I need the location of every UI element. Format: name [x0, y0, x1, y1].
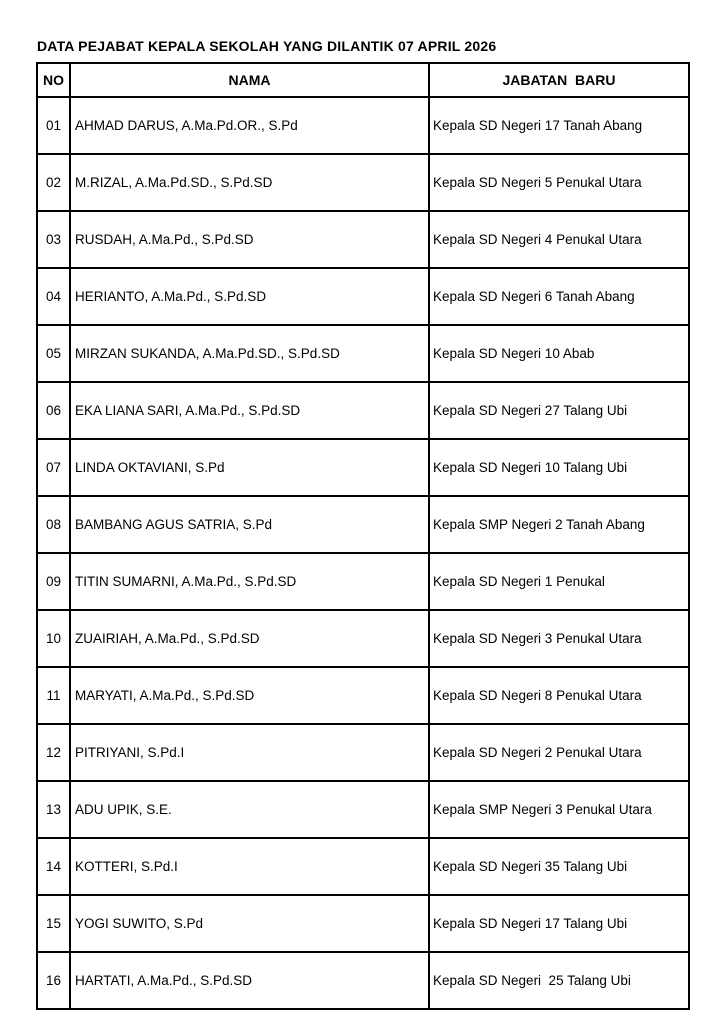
cell-no: 16 [37, 952, 70, 1009]
cell-nama: EKA LIANA SARI, A.Ma.Pd., S.Pd.SD [70, 382, 429, 439]
table-row [37, 781, 689, 838]
table-row [37, 895, 689, 952]
table-header [37, 63, 689, 97]
table-row [37, 97, 689, 154]
table-row [37, 382, 689, 439]
header-cell-no: NO [37, 63, 70, 97]
cell-nama: MIRZAN SUKANDA, A.Ma.Pd.SD., S.Pd.SD [70, 325, 429, 382]
cell-nama: RUSDAH, A.Ma.Pd., S.Pd.SD [70, 211, 429, 268]
cell-no: 07 [37, 439, 70, 496]
cell-no: 15 [37, 895, 70, 952]
table-row [37, 325, 689, 382]
cell-jabatan: Kepala SD Negeri 4 Penukal Utara [429, 211, 689, 268]
cell-no: 04 [37, 268, 70, 325]
cell-nama: KOTTERI, S.Pd.I [70, 838, 429, 895]
cell-nama: PITRIYANI, S.Pd.I [70, 724, 429, 781]
cell-no: 10 [37, 610, 70, 667]
table-row [37, 610, 689, 667]
table-row [37, 439, 689, 496]
cell-no: 12 [37, 724, 70, 781]
cell-jabatan: Kepala SD Negeri 8 Penukal Utara [429, 667, 689, 724]
cell-nama: ZUAIRIAH, A.Ma.Pd., S.Pd.SD [70, 610, 429, 667]
cell-nama: LINDA OKTAVIANI, S.Pd [70, 439, 429, 496]
cell-jabatan: Kepala SD Negeri 2 Penukal Utara [429, 724, 689, 781]
appointments-table [36, 62, 690, 1010]
cell-no: 03 [37, 211, 70, 268]
cell-nama: MARYATI, A.Ma.Pd., S.Pd.SD [70, 667, 429, 724]
cell-no: 09 [37, 553, 70, 610]
cell-jabatan: Kepala SD Negeri 27 Talang Ubi [429, 382, 689, 439]
header-row [37, 63, 689, 97]
table-row [37, 268, 689, 325]
cell-jabatan: Kepala SD Negeri 17 Tanah Abang [429, 97, 689, 154]
cell-nama: HARTATI, A.Ma.Pd., S.Pd.SD [70, 952, 429, 1009]
cell-jabatan: Kepala SD Negeri 1 Penukal [429, 553, 689, 610]
table-row [37, 838, 689, 895]
table-row [37, 667, 689, 724]
cell-nama: TITIN SUMARNI, A.Ma.Pd., S.Pd.SD [70, 553, 429, 610]
cell-no: 01 [37, 97, 70, 154]
cell-jabatan: Kepala SD Negeri 35 Talang Ubi [429, 838, 689, 895]
cell-nama: HERIANTO, A.Ma.Pd., S.Pd.SD [70, 268, 429, 325]
header-cell-jabatan: JABATAN BARU [429, 63, 689, 97]
cell-jabatan: Kepala SD Negeri 25 Talang Ubi [429, 952, 689, 1009]
cell-jabatan: Kepala SD Negeri 6 Tanah Abang [429, 268, 689, 325]
table-row [37, 154, 689, 211]
cell-jabatan: Kepala SD Negeri 5 Penukal Utara [429, 154, 689, 211]
table-row [37, 553, 689, 610]
cell-jabatan: Kepala SMP Negeri 3 Penukal Utara [429, 781, 689, 838]
cell-nama: YOGI SUWITO, S.Pd [70, 895, 429, 952]
cell-jabatan: Kepala SMP Negeri 2 Tanah Abang [429, 496, 689, 553]
header-cell-nama: NAMA [70, 63, 429, 97]
table-row [37, 952, 689, 1009]
page-title: DATA PEJABAT KEPALA SEKOLAH YANG DILANTIK 07 APRIL 2026 [37, 38, 497, 54]
cell-jabatan: Kepala SD Negeri 3 Penukal Utara [429, 610, 689, 667]
table-row [37, 724, 689, 781]
cell-no: 06 [37, 382, 70, 439]
cell-jabatan: Kepala SD Negeri 17 Talang Ubi [429, 895, 689, 952]
cell-no: 08 [37, 496, 70, 553]
cell-no: 14 [37, 838, 70, 895]
cell-no: 11 [37, 667, 70, 724]
cell-nama: BAMBANG AGUS SATRIA, S.Pd [70, 496, 429, 553]
cell-no: 05 [37, 325, 70, 382]
cell-no: 02 [37, 154, 70, 211]
table-row [37, 496, 689, 553]
cell-jabatan: Kepala SD Negeri 10 Abab [429, 325, 689, 382]
table-row [37, 211, 689, 268]
cell-nama: AHMAD DARUS, A.Ma.Pd.OR., S.Pd [70, 97, 429, 154]
table-body [37, 97, 689, 1009]
cell-nama: M.RIZAL, A.Ma.Pd.SD., S.Pd.SD [70, 154, 429, 211]
cell-no: 13 [37, 781, 70, 838]
cell-jabatan: Kepala SD Negeri 10 Talang Ubi [429, 439, 689, 496]
cell-nama: ADU UPIK, S.E. [70, 781, 429, 838]
